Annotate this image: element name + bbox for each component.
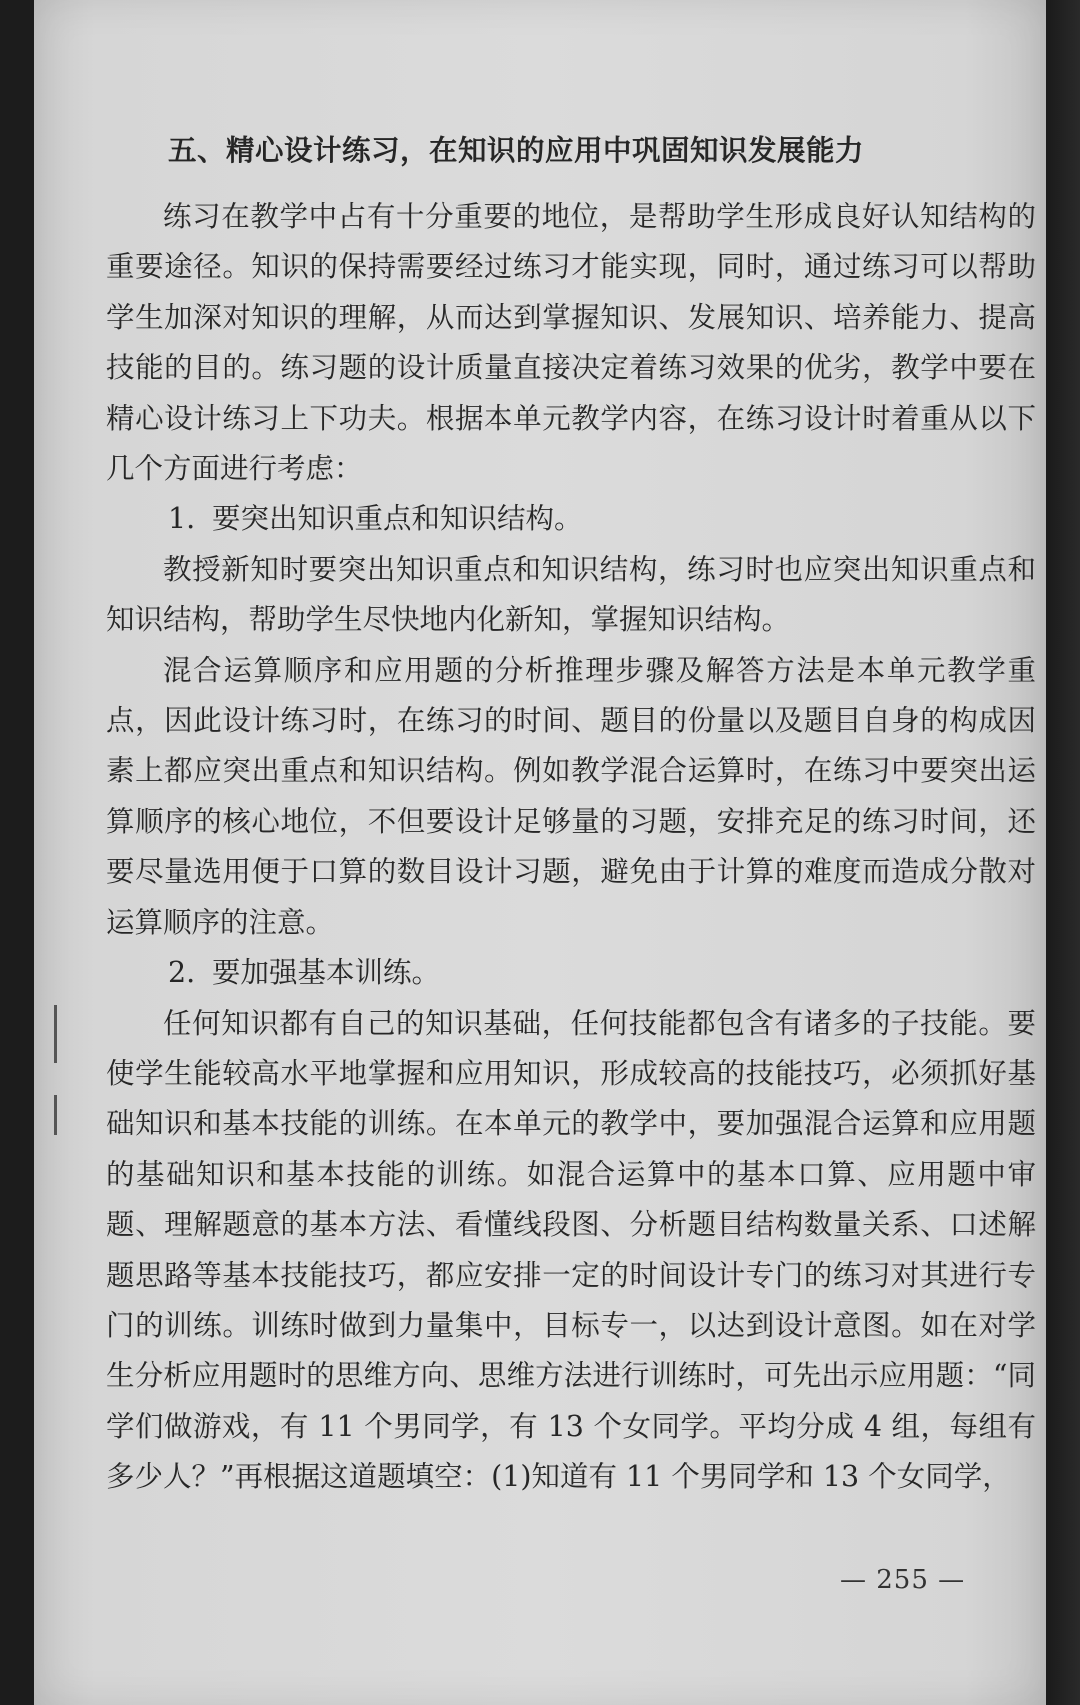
list-item-2-text: 要加强基本训练。 xyxy=(212,956,441,990)
list-item-1 xyxy=(168,494,1036,544)
pencil-mark xyxy=(54,1005,57,1063)
paragraph-4: 任何知识都有自己的知识基础，任何技能都包含有诸多的子技能。要使学生能较高水平地掌握和应用知识，形成较高的技能技巧，必须抓好基础知识和基本技能的训练。在本单元的教学中，要加强混合运算和应用题的基础知识和基本技能的训练。如混合运算中的基本口算、应用题中审题、理解题意的基本方法、看懂线段图、分析题目结构数量关系、口述解题思路等基本技能技巧，都应安排一定的时间设计专门的练习对其进行专门的训练。训练时做到力量集中，目标专一，以达到设计意图。如在对学生分析应用题时的思维方向、思维方法进行训练时，可先出示应用题：“同学们做游戏，有 11 个男同学，有 13 个女同学。平均分成 4 组，每组有多少人？”再根据这道题填空：(1)知道有 11 个男同学和 13 个女同学， xyxy=(106,1006,1036,1494)
paragraph-3: 混合运算顺序和应用题的分析推理步骤及解答方法是本单元教学重点，因此设计练习时，在练习的时间、题目的份量以及题目自身的构成因素上都应突出重点和知识结构。例如教学混合运算时，在练习中要突出运算顺序的核心地位，不但要设计足够量的习题，安排充足的练习时间，还要尽量选用便于口算的数目设计习题，避免由于计算的难度而造成分散对运算顺序的注意。 xyxy=(106,653,1036,939)
list-item-2-number: 2. xyxy=(168,956,196,990)
list-item-1-text: 要突出知识重点和知识结构。 xyxy=(212,502,583,536)
pencil-mark xyxy=(54,1095,57,1135)
page-number: — 255 — xyxy=(840,1565,966,1595)
section-heading: 五、精心设计练习，在知识的应用中巩固知识发展能力 xyxy=(168,133,865,167)
paragraph-intro: 练习在教学中占有十分重要的地位，是帮助学生形成良好认知结构的重要途径。知识的保持需要经过练习才能实现，同时，通过练习可以帮助学生加深对知识的理解，从而达到掌握知识、发展知识、培养能力、提高技能的目的。练习题的设计质量直接决定着练习效果的优劣，教学中要在精心设计练习上下功夫。根据本单元教学内容，在练习设计时着重从以下几个方面进行考虑： xyxy=(106,200,1036,486)
book-page xyxy=(34,0,1046,1705)
scan-edge-shadow xyxy=(1050,0,1080,1705)
list-item-1-number: 1. xyxy=(168,502,196,536)
list-item-2 xyxy=(168,948,1036,998)
paragraph-2: 教授新知时要突出知识重点和知识结构，练习时也应突出知识重点和知识结构，帮助学生尽快地内化新知，掌握知识结构。 xyxy=(106,552,1036,637)
page-content xyxy=(106,130,1036,1503)
